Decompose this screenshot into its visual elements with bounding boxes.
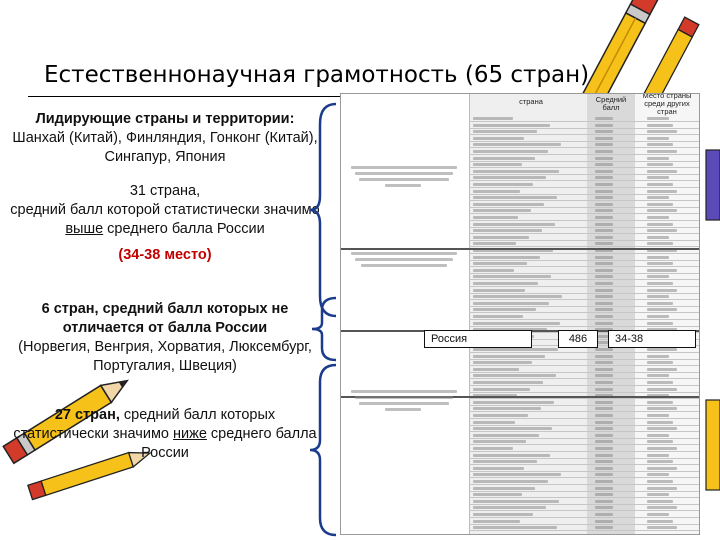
table-row-separator [469,121,699,122]
russia-row [424,330,694,348]
table-row-illegible-text [595,368,613,371]
table-row-illegible-text [473,216,518,219]
table-row-illegible-text [473,196,557,199]
table-row-illegible-text [595,315,613,318]
table-row-illegible-text [647,460,673,463]
table-row-separator [469,392,699,393]
table-row-illegible-text [473,229,542,232]
table-row-illegible-text [473,236,529,239]
table-row-illegible-text [473,322,560,325]
table-row-illegible-text [595,117,613,120]
table-row-illegible-text [647,137,669,140]
table-row-illegible-text [647,170,677,173]
above-keyword: выше [65,221,104,237]
table-row-illegible-text [473,401,554,404]
table-row-illegible-text [595,401,613,404]
table-row-illegible-text [595,355,613,358]
table-row-separator [469,279,699,280]
table-row-illegible-text [595,157,613,160]
table-row-separator [469,378,699,379]
table-row-illegible-text [647,256,669,259]
table-row-illegible-text [595,414,613,417]
table-row-illegible-text [647,157,669,160]
table-row-illegible-text [647,223,673,226]
table-row-illegible-text [473,163,522,166]
table-row-separator [469,411,699,412]
table-row-illegible-text [647,520,673,523]
same-block [6,300,324,376]
table-row-illegible-text [595,203,613,206]
table-row-separator [469,524,699,525]
table-row-illegible-text [647,143,673,146]
table-row-illegible-text [647,513,669,516]
table-row-illegible-text [595,302,613,305]
table-row-separator [469,240,699,241]
table-row-illegible-text [473,487,535,490]
table-row-separator [469,286,699,287]
header-country: страна [519,97,543,106]
table-row-illegible-text [595,447,613,450]
table-row-illegible-text [473,526,557,529]
table-row-illegible-text [473,500,559,503]
table-row-separator [469,147,699,148]
table-row-illegible-text [647,407,677,410]
table-row-separator [469,299,699,300]
table-row-illegible-text [595,163,613,166]
table-row-separator [469,227,699,228]
table-row-illegible-text [473,473,561,476]
table-row-illegible-text [595,269,613,272]
table-row-illegible-text [595,130,613,133]
table-row-illegible-text [647,355,669,358]
group-label-below [345,390,463,402]
table-row-illegible-text [473,506,546,509]
table-row-illegible-text [647,414,669,417]
table-row-illegible-text [647,401,673,404]
table-row-illegible-text [647,302,673,305]
table-row-illegible-text [647,269,677,272]
table-row-illegible-text [595,143,613,146]
table-row-illegible-text [595,381,613,384]
table-row-separator [469,497,699,498]
table-row-illegible-text [647,480,673,483]
table-row-illegible-text [473,520,520,523]
table-row-illegible-text [595,295,613,298]
brace-same-group [310,296,338,362]
table-row-separator [469,510,699,511]
table-row-separator [469,233,699,234]
table-row-illegible-text [647,190,677,193]
table-row-separator [469,372,699,373]
table-row-illegible-text [473,209,531,212]
table-row-illegible-text [595,190,613,193]
table-row-illegible-text [473,190,520,193]
table-row-illegible-text [473,157,535,160]
table-row-illegible-text [647,275,669,278]
table-row-illegible-text [473,414,528,417]
table-row-illegible-text [473,440,526,443]
leaders-heading: Лидирующие страны и территории: [35,111,295,127]
table-row-illegible-text [595,176,613,179]
group-label-above [345,166,463,178]
table-row-separator [469,319,699,320]
table-row-illegible-text [595,229,613,232]
table-row-separator [469,359,699,360]
table-row-illegible-text [647,282,673,285]
table-row-separator [469,517,699,518]
table-row-illegible-text [473,130,537,133]
table-row-separator [469,273,699,274]
table-row-separator [469,187,699,188]
table-row-illegible-text [473,447,513,450]
table-row-separator [469,431,699,432]
above-block [6,182,324,239]
table-row-separator [469,220,699,221]
table-row-illegible-text [473,223,555,226]
table-row-illegible-text [647,421,673,424]
table-row-separator [469,134,699,135]
table-row-separator [469,260,699,261]
table-row-illegible-text [595,209,613,212]
table-row-illegible-text [595,124,613,127]
table-row-illegible-text [473,513,533,516]
table-row-illegible-text [473,454,550,457]
table-row-illegible-text [647,262,673,265]
table-row-illegible-text [595,487,613,490]
table-row-illegible-text [473,460,537,463]
table-row-illegible-text [473,361,532,364]
table-row-separator [469,194,699,195]
table-row-illegible-text [595,256,613,259]
table-row-illegible-text [647,447,677,450]
table-row-illegible-text [647,506,677,509]
above-count: 31 страна, [129,183,201,199]
table-row-illegible-text [595,150,613,153]
table-row-illegible-text [473,434,539,437]
table-row-illegible-text [647,124,673,127]
below-keyword: ниже [173,426,207,442]
table-row-illegible-text [647,368,677,371]
table-row-illegible-text [595,170,613,173]
table-row-illegible-text [473,480,548,483]
table-row-illegible-text [647,388,677,391]
table-row-separator [469,504,699,505]
russia-rank-block [6,246,324,265]
table-row-illegible-text [595,500,613,503]
table-row-separator [469,530,699,531]
table-row-illegible-text [473,262,527,265]
table-row-illegible-text [647,308,677,311]
table-row-illegible-text [473,407,541,410]
table-row-illegible-text [647,203,673,206]
table-row-illegible-text [595,520,613,523]
table-row-illegible-text [473,176,546,179]
table-row-illegible-text [473,242,516,245]
below-description: 27 стран, средний балл которых статистически значимо ниже среднего балла России [13,407,317,461]
table-row-illegible-text [473,302,549,305]
same-list: (Норвегия, Венгрия, Хорватия, Люксембург, Португалия, Швеция) [18,339,312,374]
table-row-illegible-text [647,454,669,457]
table-row-illegible-text [595,262,613,265]
table-row-illegible-text [595,348,613,351]
table-row-illegible-text [595,361,613,364]
table-row-illegible-text [647,434,669,437]
table-row-illegible-text [595,137,613,140]
table-row-separator [469,312,699,313]
russia-rank-cell: 34-38 [608,330,696,348]
table-row-illegible-text [473,170,559,173]
table-row-illegible-text [647,473,669,476]
table-row-illegible-text [647,381,673,384]
table-row-separator [469,213,699,214]
table-row-illegible-text [473,124,550,127]
table-row-illegible-text [473,282,538,285]
table-row-illegible-text [595,242,613,245]
above-description: средний балл которой статистически значимо выше среднего балла России [10,202,320,237]
table-row-separator [469,491,699,492]
table-row-illegible-text [473,467,524,470]
table-row-illegible-text [647,500,673,503]
table-row-illegible-text [647,163,673,166]
table-row-separator [469,161,699,162]
table-row-illegible-text [647,487,677,490]
results-table [340,93,700,535]
table-row-separator [469,326,699,327]
table-row-illegible-text [595,374,613,377]
table-row-separator [469,266,699,267]
table-row-illegible-text [595,434,613,437]
table-row-illegible-text [595,289,613,292]
below-block [6,406,324,463]
russia-rank: (34-38 место) [118,247,212,263]
same-description: 6 стран, средний балл которых не отличается от балла России [41,301,289,336]
table-row-illegible-text [647,348,677,351]
table-row-illegible-text [473,256,540,259]
table-row-illegible-text [647,117,669,120]
table-row-illegible-text [595,440,613,443]
table-row-illegible-text [595,407,613,410]
table-row-illegible-text [647,427,677,430]
table-row-separator [469,352,699,353]
table-row-illegible-text [595,183,613,186]
table-row-illegible-text [473,368,519,371]
russia-score: 486 [558,330,598,348]
table-row-illegible-text [473,183,533,186]
table-row-separator [469,438,699,439]
table-row-illegible-text [595,460,613,463]
table-row-illegible-text [647,289,677,292]
table-row-illegible-text [595,282,613,285]
table-row-separator [469,451,699,452]
table-row-illegible-text [647,229,677,232]
table-row-illegible-text [595,506,613,509]
table-row-illegible-text [473,143,561,146]
table-row-illegible-text [595,513,613,516]
table-row-illegible-text [595,473,613,476]
table-row-separator [469,293,699,294]
table-row-illegible-text [647,526,677,529]
table-row-illegible-text [647,467,677,470]
table-row-separator [469,418,699,419]
table-row-illegible-text [473,348,558,351]
table-row-illegible-text [647,440,673,443]
table-row-separator [469,174,699,175]
table-row-separator [469,458,699,459]
pencil-right-edge-icon [700,150,720,490]
table-row-separator [469,444,699,445]
table-row-illegible-text [595,322,613,325]
table-row-separator [469,405,699,406]
table-row-separator [469,306,699,307]
table-row-illegible-text [647,196,669,199]
russia-country: Россия [424,330,532,348]
table-row-separator [469,200,699,201]
table-row-illegible-text [473,421,515,424]
leaders-block [6,110,324,167]
table-row-illegible-text [595,454,613,457]
table-row-illegible-text [595,196,613,199]
table-row-illegible-text [647,361,673,364]
table-row-illegible-text [647,493,669,496]
brace-below-group [308,362,338,538]
table-row-illegible-text [473,289,525,292]
table-row-illegible-text [473,381,543,384]
table-row-illegible-text [473,374,556,377]
table-row-separator [469,484,699,485]
table-row-illegible-text [595,480,613,483]
table-row-illegible-text [595,216,613,219]
table-row-illegible-text [473,388,530,391]
page-title: Естественнонаучная грамотность (65 стран) [44,62,590,88]
leaders-list: Шанхай (Китай), Финляндия, Гонконг (Китай), Сингапур, Япония [12,130,318,165]
table-row-illegible-text [473,275,551,278]
table-row-illegible-text [473,308,536,311]
table-row-illegible-text [647,295,669,298]
table-row-separator [469,385,699,386]
table-row-separator [469,365,699,366]
table-row-illegible-text [473,203,544,206]
table-row-illegible-text [647,315,669,318]
table-row-illegible-text [595,526,613,529]
table-row-illegible-text [647,150,677,153]
table-row-illegible-text [595,223,613,226]
table-row-separator [469,477,699,478]
header-score: Средний балл [595,95,627,112]
table-row-separator [469,464,699,465]
table-row-illegible-text [647,130,677,133]
table-row-illegible-text [473,295,562,298]
header-rank: Место страны среди других стран [642,93,692,116]
table-row-separator [469,207,699,208]
table-row-illegible-text [473,315,523,318]
table-row-illegible-text [595,308,613,311]
table-row-illegible-text [473,150,548,153]
table-row-separator [469,398,699,399]
table-row-illegible-text [473,493,522,496]
table-row-illegible-text [647,209,677,212]
table-row-separator [469,128,699,129]
table-row-separator [469,141,699,142]
table-row-illegible-text [647,183,673,186]
table-row-illegible-text [647,216,669,219]
table-row-illegible-text [595,493,613,496]
table-row-illegible-text [647,236,669,239]
table-row-illegible-text [473,355,545,358]
table-row-illegible-text [647,242,673,245]
table-row-illegible-text [647,176,669,179]
table-row-illegible-text [473,117,513,120]
table-row-illegible-text [595,427,613,430]
table-row-illegible-text [647,374,669,377]
table-row-illegible-text [473,269,514,272]
table-row-illegible-text [595,388,613,391]
table-row-separator [469,425,699,426]
table-row-illegible-text [595,467,613,470]
group-divider-1 [341,248,699,250]
table-row-illegible-text [473,137,524,140]
table-row-illegible-text [595,236,613,239]
table-row-separator [469,167,699,168]
table-row-separator [469,471,699,472]
brace-above-group [308,100,338,320]
table-row-separator [469,180,699,181]
table-row-illegible-text [595,275,613,278]
table-row-illegible-text [595,421,613,424]
table-row-illegible-text [647,322,673,325]
table-row-separator [469,253,699,254]
table-row-separator [469,154,699,155]
group-label-same [345,252,463,261]
table-row-illegible-text [473,427,552,430]
